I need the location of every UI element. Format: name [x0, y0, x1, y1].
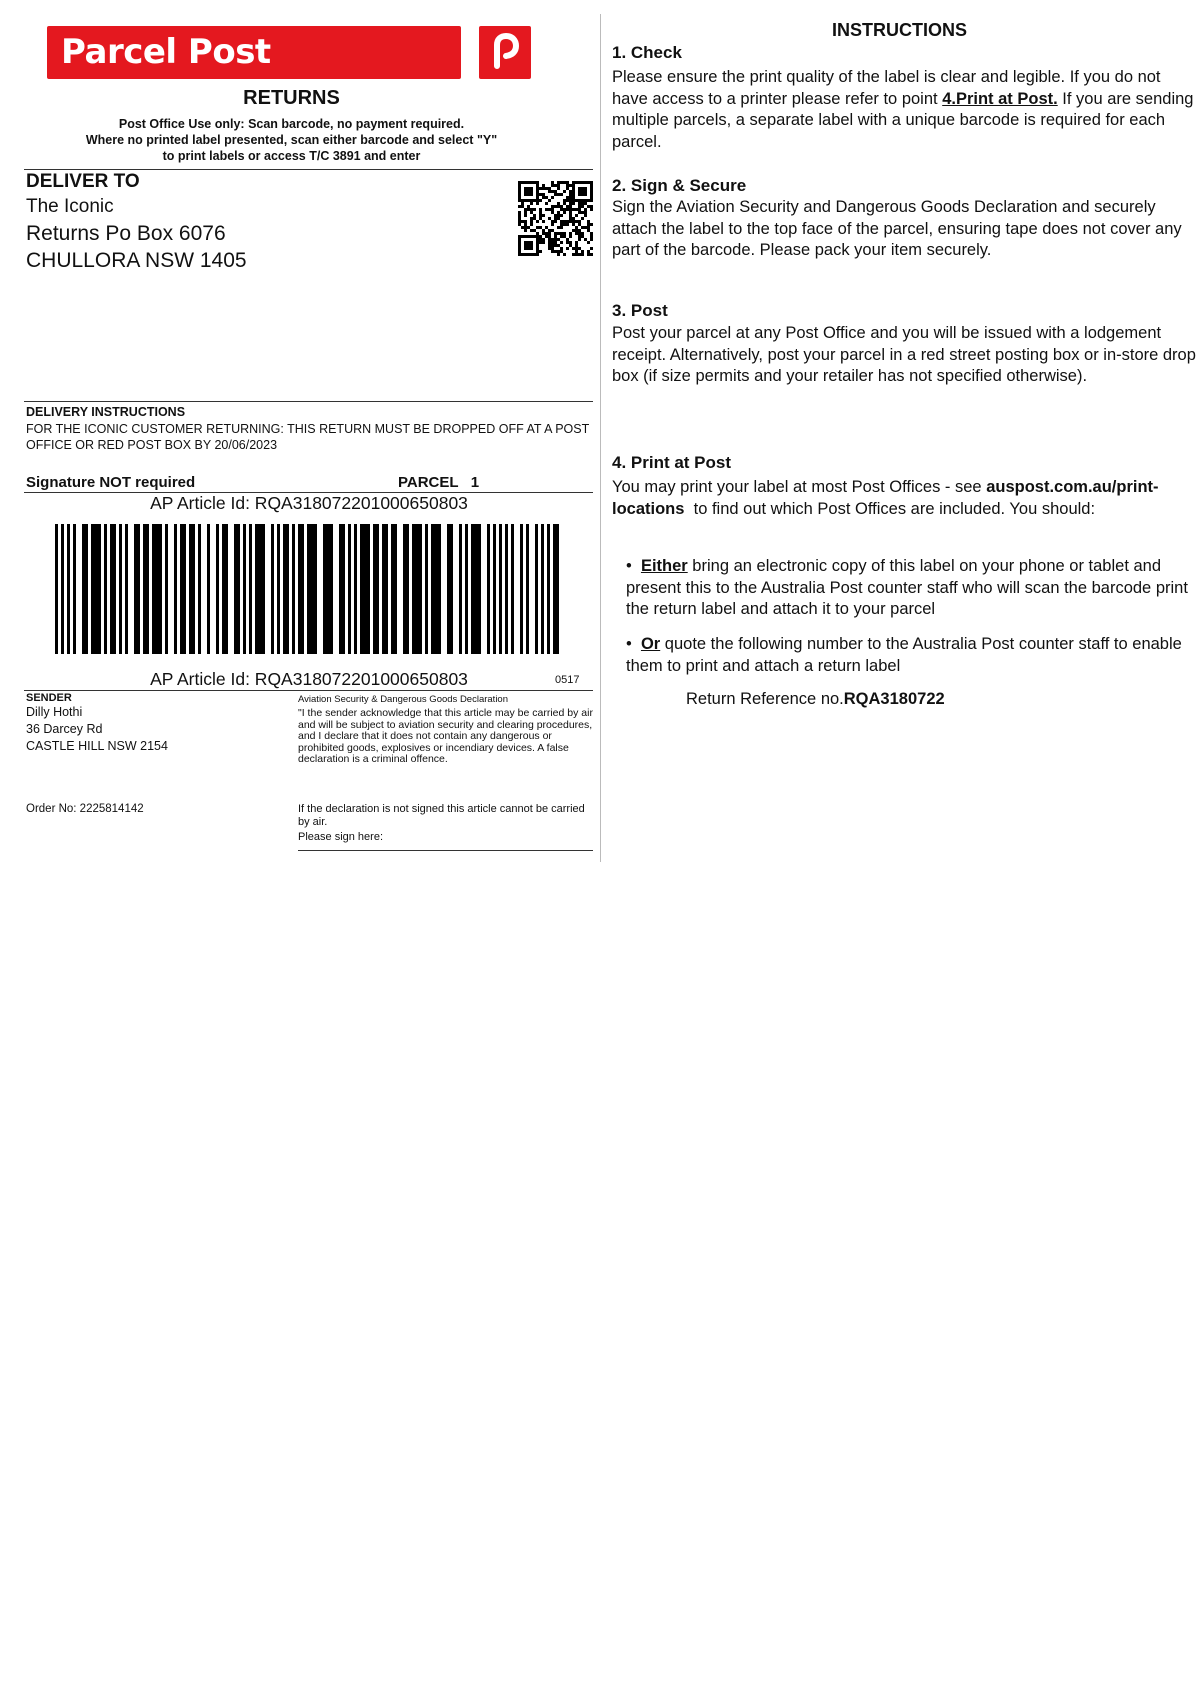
bullet-either-text: bring an electronic copy of this label on your phone or tablet and present this to the Australia Post counter staff who will scan the barcode print the return label and attach it to your parcel: [626, 557, 1188, 618]
post-office-line: Where no printed label presented, scan either barcode and select "Y": [85, 133, 498, 147]
step3-body: Post your parcel at any Post Office and you will be issued with a lodgement receipt. Alternatively, post your parcel in a red street posting box or in-store drop box (if size permits and your retailer has not specified otherwise).: [612, 324, 1196, 385]
sign-here-label: Please sign here:: [298, 831, 383, 843]
sender-suburb: CASTLE HILL NSW 2154: [26, 739, 168, 753]
bullet-or-text: quote the following number to the Australia Post counter staff to enable them to print and attach a return label: [626, 635, 1182, 675]
divider: [24, 169, 593, 170]
bullet-mark: •: [626, 635, 632, 653]
return-reference: [686, 690, 945, 709]
post-office-use-note: [24, 116, 559, 164]
step1-body: [612, 67, 1197, 153]
recipient-address-line1: Returns Po Box 6076: [26, 222, 226, 245]
column-divider: [600, 14, 601, 862]
returns-heading: RETURNS: [243, 87, 340, 109]
return-reference-label: Return Reference no.: [686, 690, 844, 708]
sender-label: SENDER: [26, 692, 72, 704]
step1-title: 1. Check: [612, 43, 682, 62]
step1-text: Please ensure the print quality of the label is clear and legible. If you do not have access to a printer please refer to point: [612, 68, 1161, 108]
return-reference-value: RQA3180722: [843, 690, 945, 708]
step4-title: 4. Print at Post: [612, 453, 732, 472]
deliver-to-label: DELIVER TO: [26, 171, 140, 192]
step4-text: You may print your label at most Post Offices - see: [612, 478, 987, 496]
order-number: Order No: 2225814142: [26, 803, 144, 815]
qr-code: [518, 181, 593, 256]
divider: [24, 401, 593, 402]
article-id-top: AP Article Id: RQA318072201000650803: [150, 493, 468, 513]
declaration-not-signed-note: If the declaration is not signed this article cannot be carried by air.: [298, 803, 585, 828]
australia-post-logo-icon: [479, 26, 531, 79]
step3-title: 3. Post: [612, 301, 668, 320]
step2-title: 2. Sign & Secure: [612, 176, 747, 195]
bullet-mark: •: [626, 557, 632, 575]
divider: [24, 690, 593, 691]
parcel-count: PARCEL 1: [398, 474, 480, 491]
instructions-heading: INSTRUCTIONS: [832, 20, 967, 40]
barcode: [55, 524, 565, 654]
bullet-or: [626, 634, 1196, 677]
brand-title: Parcel Post: [61, 32, 271, 72]
article-id-bottom: AP Article Id: RQA318072201000650803: [150, 669, 468, 689]
print-locations-link[interactable]: auspost.com.au/print-locations: [612, 478, 1159, 518]
recipient-name: The Iconic: [26, 196, 114, 217]
step1-text-continued: If you are sending multiple parcels, a separate label with a unique barcode is required for each parcel.: [612, 89, 1194, 151]
post-office-line: to print labels or access T/C 3891 and enter: [162, 149, 421, 163]
signature-requirement: Signature NOT required: [26, 474, 196, 491]
recipient-address-line2: CHULLORA NSW 1405: [26, 249, 247, 272]
article-suffix: 0517: [555, 674, 580, 686]
delivery-instructions-label: DELIVERY INSTRUCTIONS: [26, 405, 186, 419]
sender-name: Dilly Hothi: [26, 705, 83, 719]
declaration-title: Aviation Security & Dangerous Goods Declaration: [298, 694, 508, 705]
declaration-text: "I the sender acknowledge that this article may be carried by air and will be subject to aviation security and clearing procedures, and I declare that it does not contain any dangerous or prohibited goods, explosives or incendiary devices. A false declaration is a criminal offence.: [298, 707, 593, 765]
sender-street: 36 Darcey Rd: [26, 722, 103, 736]
delivery-instructions-text: FOR THE ICONIC CUSTOMER RETURNING: THIS RETURN MUST BE DROPPED OFF AT A POST OFFICE OR RED POST BOX BY 20/06/2023: [26, 422, 590, 452]
signature-line: [298, 850, 593, 851]
step4-body: [612, 477, 1197, 520]
bullet-either: [626, 556, 1196, 621]
step2-body: Sign the Aviation Security and Dangerous Goods Declaration and securely attach the label to the top face of the parcel, ensuring tape does not cover any part of the barcode. Please pack your item securely.: [612, 198, 1182, 259]
post-office-line: Post Office Use only: Scan barcode, no payment required.: [118, 117, 465, 131]
bullet-or-label: Or: [640, 635, 661, 653]
bullet-either-label: Either: [640, 557, 688, 575]
print-at-post-link[interactable]: 4.Print at Post.: [942, 89, 1058, 108]
step4-text-continued: to find out which Post Offices are included. You should:: [684, 499, 1096, 518]
brand-banner: [47, 26, 461, 79]
